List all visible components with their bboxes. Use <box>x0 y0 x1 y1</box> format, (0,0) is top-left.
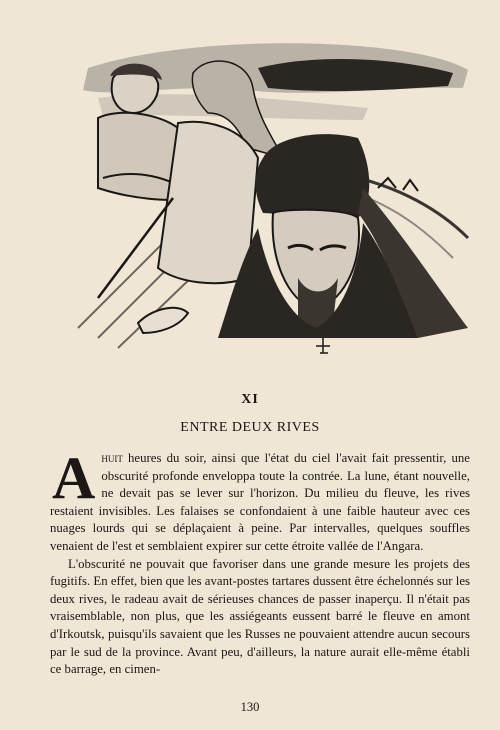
paragraph-text: heures du soir, ainsi que l'état du ciel l'avait fait pressentir, une obscurité profonde enveloppa toute la contrée. La lune, étant nouvelle, ne devait pas se lever sur l'horizon. Du milieu du fleuve, les rives restaient invisibles. Les falaises se confondaient à une faible hauteur avec ces nuages lourds qui se déplaçaient à peine. Par intervalles, quelques souffles venaient de l'est et semblaient expirer sur cette étroite vallée de l'Angara. <box>50 451 470 553</box>
drop-cap: A <box>52 445 96 511</box>
page-number: 130 <box>240 700 260 714</box>
paragraph <box>50 445 470 556</box>
chapter-body <box>50 445 470 679</box>
engraving-illustration-icon <box>58 28 478 368</box>
chapter-number: XI <box>241 392 259 407</box>
lead-word: huit <box>101 451 123 465</box>
paragraph: L'obscurité ne pouvait que favoriser dans une grande mesure les projets des fugitifs. En effet, bien que les avant-postes tartares dussent être échelonnés sur les deux rives, le radeau avait de sérieuses chances de passer inaperçu. Il n'était pas vraisemblable, non plus, que les assiégeants eussent barré le fleuve en amont d'Irkoutsk, puisqu'ils savaient que les Russes ne pouvaient attendre aucun secours par le sud de la province. Avant peu, d'ailleurs, la nature aurait elle-même établi ce barrage, en cimen- <box>50 556 470 677</box>
chapter-title: ENTRE DEUX RIVES <box>180 420 320 435</box>
